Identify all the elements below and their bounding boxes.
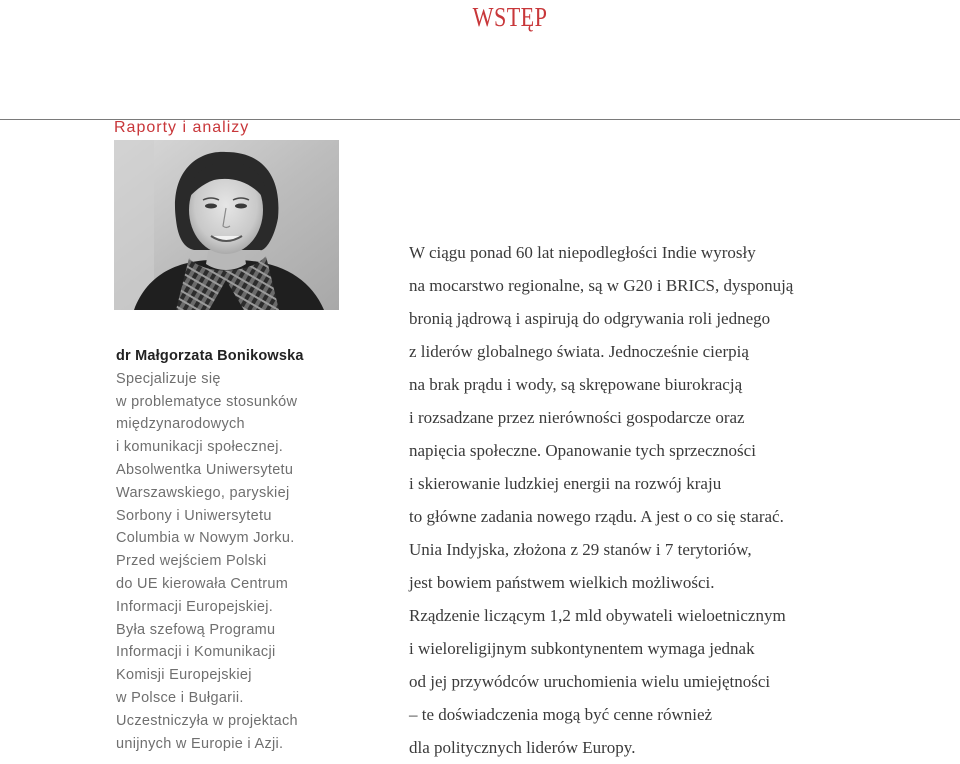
bio-line: międzynarodowych [116,416,245,433]
section-label: Raporty i analizy [114,119,250,136]
bio-line: Specjalizuje się [116,370,221,387]
bio-line: Columbia w Nowym Jorku. [116,530,295,547]
bio-line: Była szefową Programu [116,621,276,638]
bio-line: Sorbony i Uniwersytetu [116,507,272,524]
bio-line: Warszawskiego, paryskiej [116,484,290,501]
body-line: Unia Indyjska, złożona z 29 stanów i 7 terytoriów, [409,540,752,559]
body-line: dla politycznych liderów Europy. [409,738,636,757]
bio-line: do UE kierowała Centrum [116,575,289,592]
body-line: i skierowanie ludzkiej energii na rozwój kraju [409,474,722,493]
body-line: od jej przywódców uruchomienia wielu umiejętności [409,672,771,691]
body-line: z liderów globalnego świata. Jednocześnie cierpią [409,342,749,361]
body-line: napięcia społeczne. Opanowanie tych sprzeczności [409,441,756,460]
bio-line: w problematyce stosunków [116,393,298,410]
bio-line: unijnych w Europie i Azji. [116,735,284,752]
bio-line: w Polsce i Bułgarii. [116,689,244,706]
page-title: WSTĘP [472,2,548,32]
bio-line: Komisji Europejskiej [116,667,252,684]
body-line: Rządzenie liczącym 1,2 mld obywateli wieloetnicznym [409,606,786,625]
bio-line: Informacji i Komunikacji [116,644,276,661]
bio-line: i komunikacji społecznej. [116,439,284,456]
bio-line: Uczestniczyła w projektach [116,712,298,729]
author-bio [116,345,386,755]
body-line: jest bowiem państwem wielkich możliwości. [409,573,715,592]
body-line: i wieloreligijnym subkontynentem wymaga jednak [409,639,755,658]
body-line: W ciągu ponad 60 lat niepodległości Indie wyrosły [409,243,756,262]
intro-body-text [409,236,949,764]
bio-line: Absolwentka Uniwersytetu [116,461,294,478]
body-line: to główne zadania nowego rządu. A jest o co się starać. [409,507,784,526]
bio-line: Informacji Europejskiej. [116,598,274,615]
body-line: – te doświadczenia mogą być cenne również [409,705,713,724]
body-line: i rozsadzane przez nierówności gospodarcze oraz [409,408,745,427]
author-portrait-photo [114,140,339,310]
body-line: bronią jądrową i aspirują do odgrywania roli jednego [409,309,771,328]
bio-line: Przed wejściem Polski [116,553,267,570]
body-line: na brak prądu i wody, są skrępowane biurokracją [409,375,743,394]
body-line: na mocarstwo regionalne, są w G20 i BRICS, dysponują [409,276,794,295]
author-name: dr Małgorzata Bonikowska [116,348,304,364]
